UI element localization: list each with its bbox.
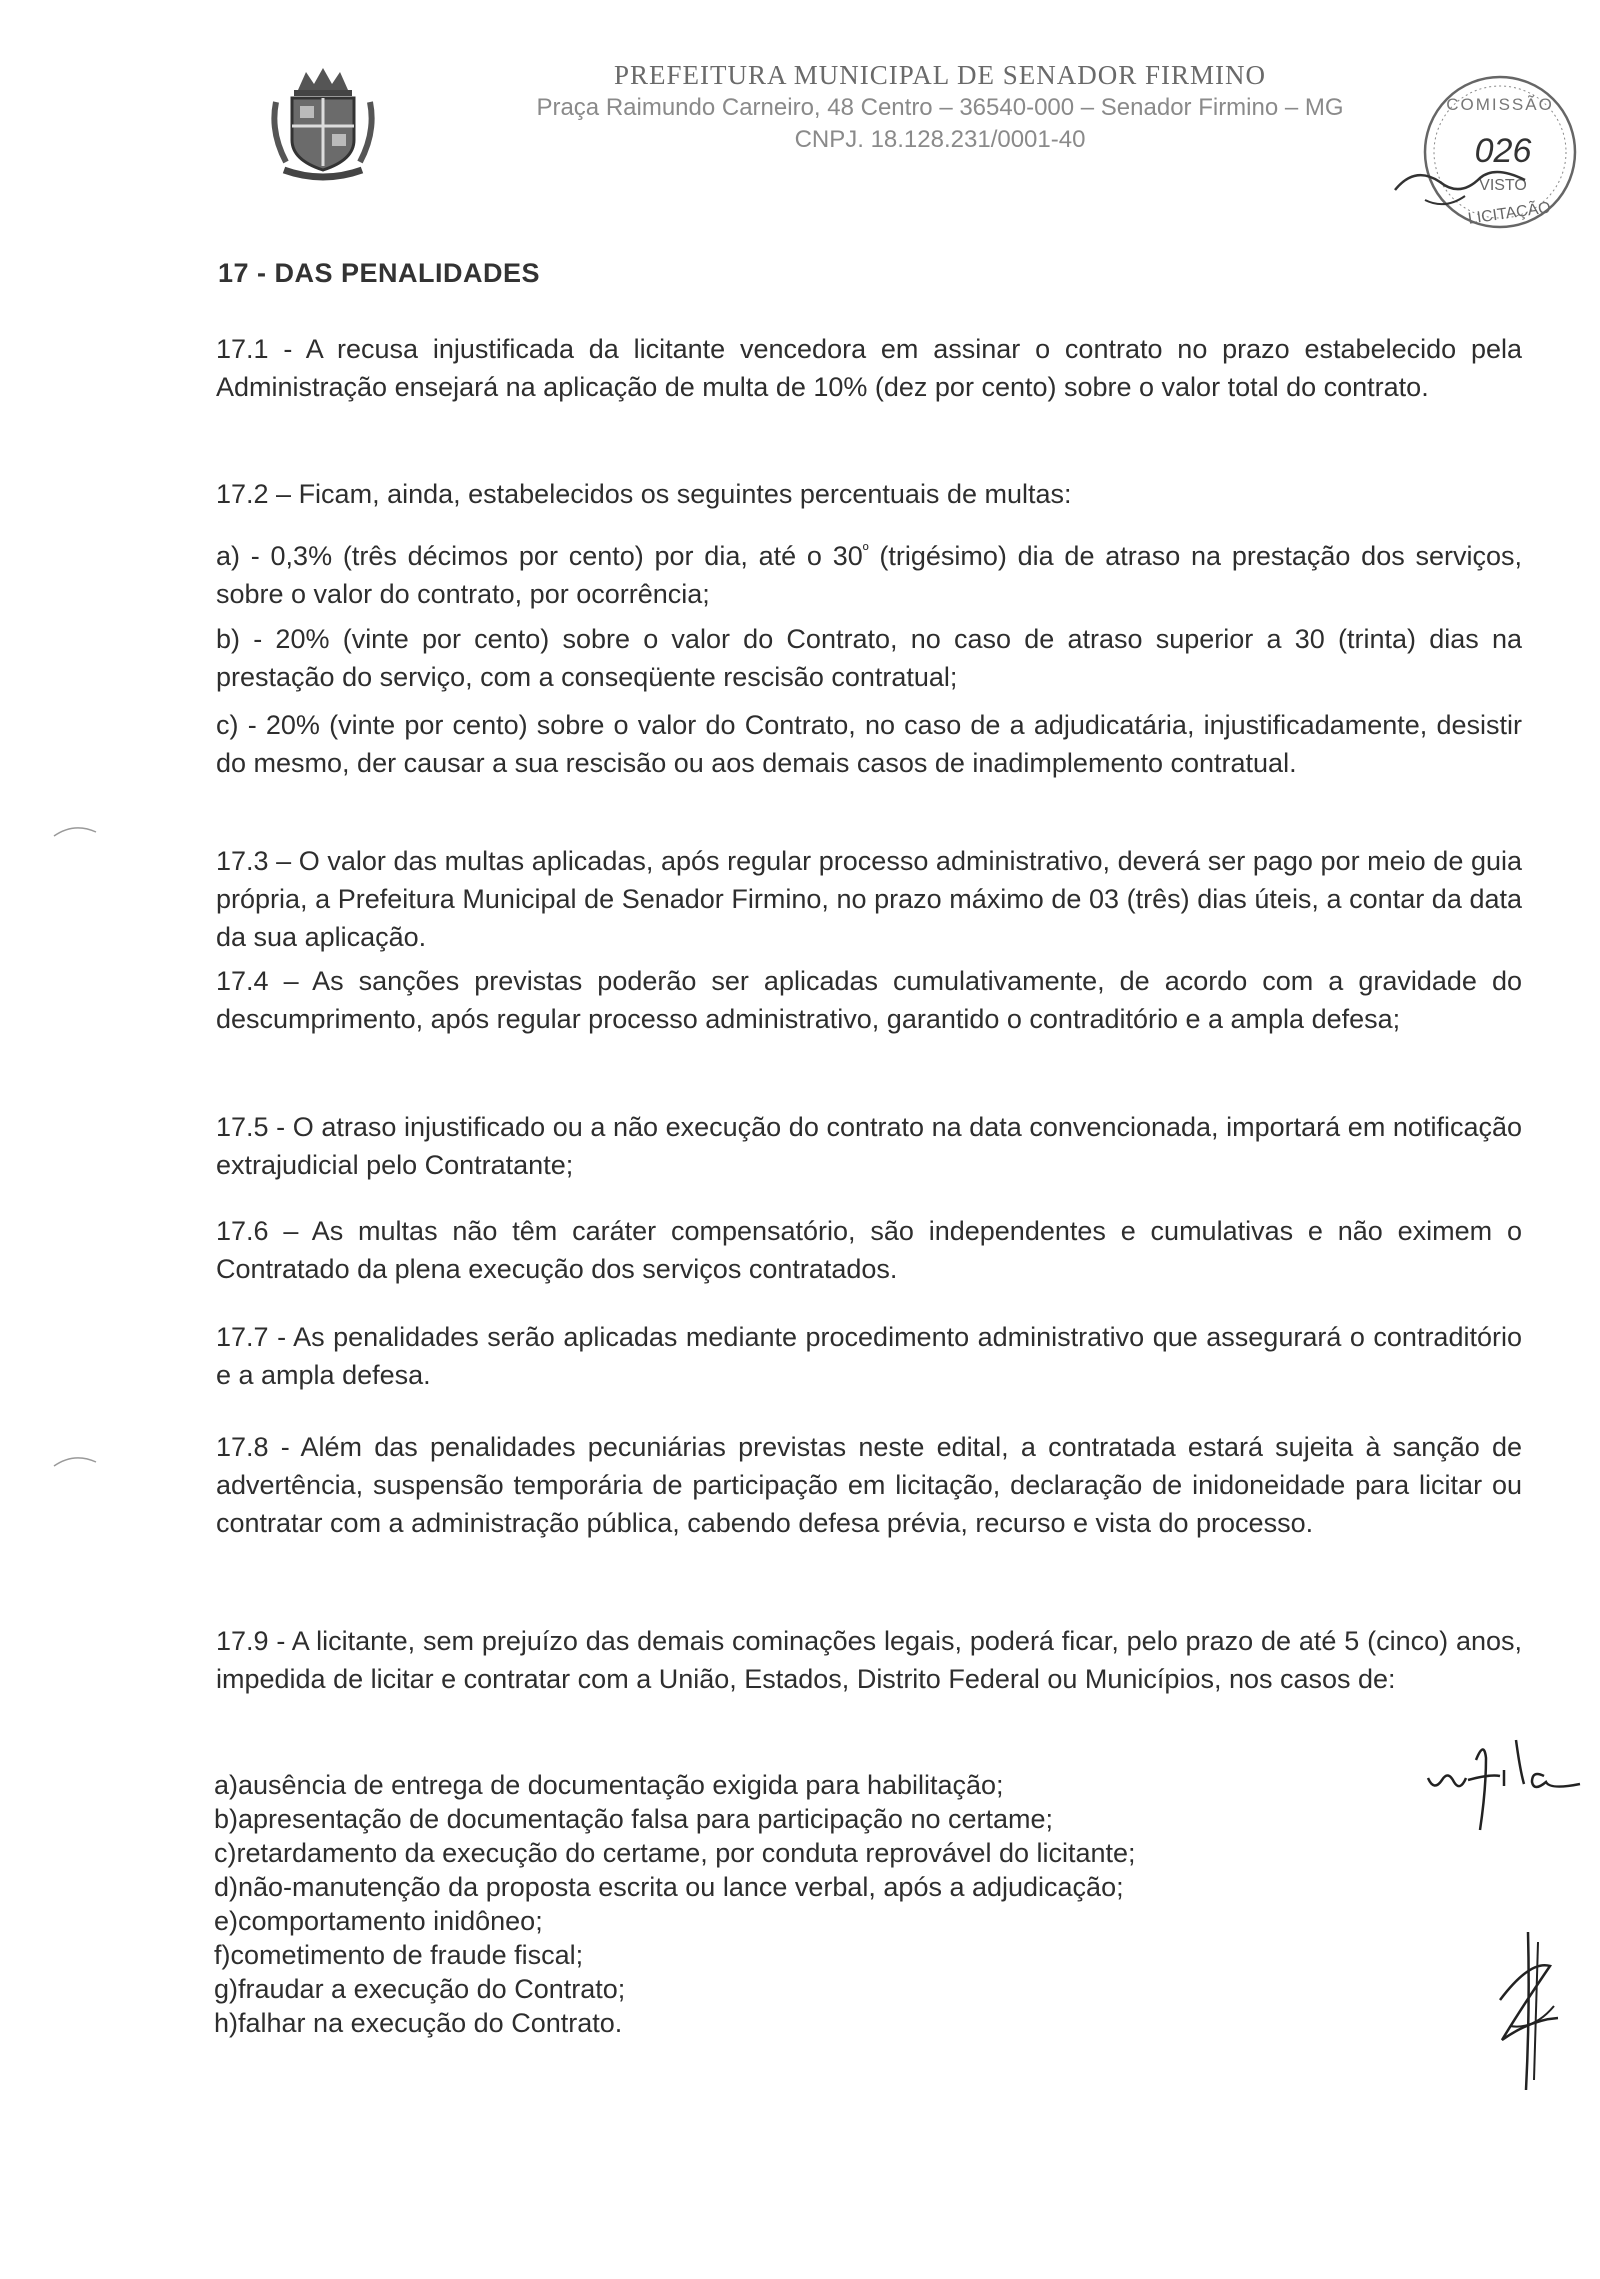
list-item: d)não-manutenção da proposta escrita ou lance verbal, após a adjudicação; — [214, 1872, 1124, 1902]
paragraph-17-6: 17.6 – As multas não têm caráter compensatório, são independentes e cumulativas e não eximem o Contratado da plena execução dos serviços contratados. — [216, 1216, 1522, 1284]
list-item: b)apresentação de documentação falsa para participação no certame; — [214, 1804, 1054, 1834]
handwritten-signature — [1490, 1930, 1565, 2095]
paragraph-17-2: 17.2 – Ficam, ainda, estabelecidos os seguintes percentuais de multas: — [216, 479, 1072, 509]
stamp-top-text: COMISSÃO — [1446, 95, 1554, 114]
commission-stamp — [1385, 70, 1590, 245]
list-item: h)falhar na execução do Contrato. — [214, 2008, 623, 2038]
letterhead — [440, 58, 1440, 156]
section-title: 17 - DAS PENALIDADES — [218, 258, 541, 288]
impediment-cases-list — [214, 1768, 1414, 2040]
municipal-crest-icon — [268, 62, 378, 182]
penalty-item-a — [216, 532, 1522, 613]
stamp-bottom-text: LICITAÇÃO — [1466, 199, 1552, 228]
paragraph-17-4: 17.4 – As sanções previstas poderão ser aplicadas cumulativamente, de acordo com a gravidade do descumprimento, após regular processo administrativo, garantido o contraditório e a ampla defesa; — [216, 966, 1522, 1034]
letterhead-cnpj: CNPJ. 18.128.231/0001-40 — [794, 126, 1086, 153]
paragraph-17-7: 17.7 - As penalidades serão aplicadas mediante procedimento administrativo que assegurará o contraditório e a ampla defesa. — [216, 1322, 1522, 1390]
list-item: a)ausência de entrega de documentação exigida para habilitação; — [214, 1770, 1004, 1800]
list-item: f)cometimento de fraude fiscal; — [214, 1940, 584, 1970]
handwritten-initials — [1420, 1730, 1600, 1840]
paragraph-17-8: 17.8 - Além das penalidades pecuniárias previstas neste edital, a contratada estará sujeita à sanção de advertência, suspensão temporária de participação em licitação, declaração de inidoneidade para licitar ou contratar com a administração pública, cabendo defesa prévia, recurso e vista do processo. — [216, 1432, 1522, 1538]
paragraph-17-3: 17.3 – O valor das multas aplicadas, após regular processo administrativo, deverá ser pago por meio de guia própria, a Prefeitura Municipal de Senador Firmino, no prazo máximo de 03 (três) dias úteis, a contar da data da sua aplicação. — [216, 846, 1522, 952]
paragraph-17-5: 17.5 - O atraso injustificado ou a não execução do contrato na data convencionada, importará em notificação extrajudicial pelo Contratante; — [216, 1112, 1522, 1180]
penalty-item-c: c) - 20% (vinte por cento) sobre o valor do Contrato, no caso de a adjudicatária, injustificadamente, desistir do mesmo, der causar a sua rescisão ou aos demais casos de inadimplemento contratual. — [216, 710, 1522, 778]
paragraph-17-1: 17.1 - A recusa injustificada da licitante vencedora em assinar o contrato no prazo estabelecido pela Administração ensejará na aplicação de multa de 10% (dez por cento) sobre o valor total do contrato. — [216, 334, 1522, 402]
stamp-number: 026 — [1474, 132, 1532, 170]
scan-margin-mark — [52, 820, 102, 840]
paragraph-17-9: 17.9 - A licitante, sem prejuízo das demais cominações legais, poderá ficar, pelo prazo de até 5 (cinco) anos, impedida de licitar e contratar com a União, Estados, Distrito Federal ou Municípios, nos casos de: — [216, 1626, 1522, 1694]
letterhead-title: PREFEITURA MUNICIPAL DE SENADOR FIRMINO — [613, 60, 1267, 90]
list-item: c)retardamento da execução do certame, por conduta reprovável do licitante; — [214, 1838, 1136, 1868]
stamp-middle-text: VISTO — [1479, 177, 1527, 194]
penalty-item-a-text-1: a) - 0,3% (três décimos por cento) por dia, até o 30 — [216, 541, 863, 571]
scan-margin-mark — [52, 1450, 102, 1470]
letterhead-address: Praça Raimundo Carneiro, 48 Centro – 36540-000 – Senador Firmino – MG — [536, 94, 1344, 121]
list-item: g)fraudar a execução do Contrato; — [214, 1974, 626, 2004]
penalty-item-a-text-2: (trigésimo) dia de atraso na prestação dos serviços, sobre o valor do contrato, por ocorrência; — [216, 541, 1522, 609]
penalty-item-b: b) - 20% (vinte por cento) sobre o valor do Contrato, no caso de atraso superior a 30 (trinta) dias na prestação do serviço, com a conseqüente rescisão contratual; — [216, 624, 1522, 692]
penalty-item-a-ordinal: º — [862, 542, 869, 559]
list-item: e)comportamento inidôneo; — [214, 1906, 543, 1936]
